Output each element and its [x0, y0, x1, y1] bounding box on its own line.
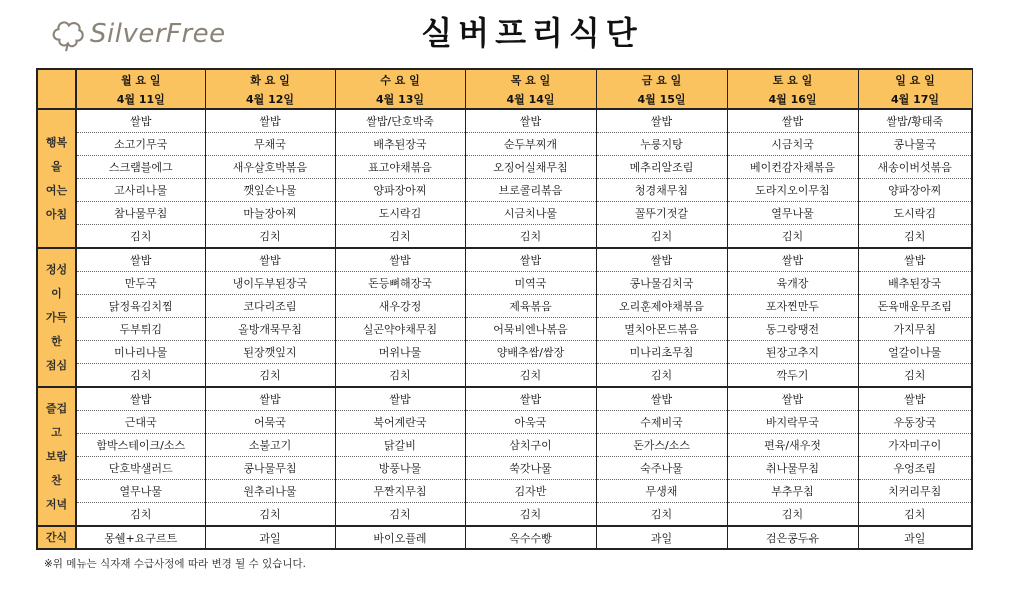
menu-item: 쌀밥 [465, 248, 596, 272]
snack-item: 몽쉘+요구르트 [76, 526, 205, 549]
menu-item: 만두국 [76, 272, 205, 295]
menu-item: 바지락무국 [727, 411, 858, 434]
menu-item: 냉이두부된장국 [205, 272, 335, 295]
menu-item: 배추된장국 [858, 272, 972, 295]
menu-item: 양파장아찌 [858, 179, 972, 202]
day-name: 일 요 일 [858, 69, 972, 89]
day-name-row [37, 69, 972, 89]
day-name: 토 요 일 [727, 69, 858, 89]
day-date: 4월 14일 [465, 89, 596, 109]
day-date: 4월 12일 [205, 89, 335, 109]
menu-item: 열무나물 [76, 480, 205, 503]
menu-item: 쌀밥 [858, 248, 972, 272]
menu-item: 쌀밥 [596, 387, 727, 411]
menu-body [37, 109, 972, 549]
menu-item: 우엉조림 [858, 457, 972, 480]
breakfast-row [37, 133, 972, 156]
menu-item: 두부튀김 [76, 318, 205, 341]
lunch-label [37, 248, 76, 387]
meal-label-line: 을 [51, 159, 62, 173]
menu-item: 김치 [465, 364, 596, 388]
menu-item: 김자반 [465, 480, 596, 503]
menu-item: 함박스테이크/소스 [76, 434, 205, 457]
menu-item: 김치 [335, 364, 465, 388]
dinner-row [37, 411, 972, 434]
menu-item: 쌀밥 [76, 109, 205, 133]
menu-item: 편육/새우젓 [727, 434, 858, 457]
snack-item: 과일 [858, 526, 972, 549]
menu-item: 제육볶음 [465, 295, 596, 318]
menu-item: 김치 [727, 225, 858, 249]
menu-item: 누룽지탕 [596, 133, 727, 156]
breakfast-row [37, 202, 972, 225]
menu-item: 시금치국 [727, 133, 858, 156]
page-title: 실버프리식단 [421, 14, 643, 52]
menu-item: 김치 [596, 225, 727, 249]
menu-item: 쌀밥 [465, 387, 596, 411]
menu-item: 열무나물 [727, 202, 858, 225]
menu-item: 쌀밥 [596, 109, 727, 133]
menu-item: 쌀밥 [465, 109, 596, 133]
menu-item: 돈등뼈해장국 [335, 272, 465, 295]
menu-item: 표고야채볶음 [335, 156, 465, 179]
meal-label-line: 여는 [45, 183, 68, 197]
lunch-row [37, 248, 972, 272]
menu-item: 동그랑땡전 [727, 318, 858, 341]
breakfast-label [37, 109, 76, 248]
menu-item: 김치 [858, 364, 972, 388]
menu-item: 무채국 [205, 133, 335, 156]
breakfast-row [37, 109, 972, 133]
menu-item: 김치 [858, 503, 972, 527]
menu-item: 취나물무침 [727, 457, 858, 480]
meal-label-line: 정성 [45, 262, 68, 276]
menu-item: 치커리무침 [858, 480, 972, 503]
menu-item: 콩나물무침 [205, 457, 335, 480]
menu-item: 쌀밥 [727, 387, 858, 411]
menu-item: 양배추쌈/쌈장 [465, 341, 596, 364]
day-date: 4월 17일 [858, 89, 972, 109]
lunch-row [37, 272, 972, 295]
dinner-row [37, 434, 972, 457]
menu-item: 닭갈비 [335, 434, 465, 457]
menu-item: 된장깻잎지 [205, 341, 335, 364]
meal-label-line: 가득 [45, 310, 68, 324]
menu-item: 쑥갓나물 [465, 457, 596, 480]
dinner-row [37, 503, 972, 527]
day-name: 목 요 일 [465, 69, 596, 89]
menu-item: 쌀밥 [596, 248, 727, 272]
menu-item: 도시락김 [335, 202, 465, 225]
menu-item: 쌀밥 [335, 248, 465, 272]
menu-item: 김치 [335, 225, 465, 249]
menu-item: 김치 [465, 225, 596, 249]
menu-item: 깍두기 [727, 364, 858, 388]
snack-item: 과일 [205, 526, 335, 549]
dinner-row [37, 387, 972, 411]
menu-item: 삼치구이 [465, 434, 596, 457]
menu-item: 새송이버섯볶음 [858, 156, 972, 179]
snack-item: 옥수수빵 [465, 526, 596, 549]
meal-label-line: 저녁 [45, 497, 68, 511]
meal-label-line: 점심 [45, 358, 68, 372]
meal-label-line: 찬 [51, 473, 62, 487]
meal-label-line: 아침 [45, 207, 68, 221]
menu-item: 멸치아몬드볶음 [596, 318, 727, 341]
menu-item: 방풍나물 [335, 457, 465, 480]
snack-item: 검은콩두유 [727, 526, 858, 549]
menu-item: 머위나물 [335, 341, 465, 364]
day-name: 월 요 일 [76, 69, 205, 89]
menu-item: 스크램블에그 [76, 156, 205, 179]
meal-label-line: 한 [51, 334, 62, 348]
snack-label: 간식 [37, 526, 76, 549]
lunch-row [37, 295, 972, 318]
breakfast-row [37, 225, 972, 249]
menu-item: 육개장 [727, 272, 858, 295]
menu-item: 브로콜리볶음 [465, 179, 596, 202]
menu-item: 쌀밥 [727, 248, 858, 272]
menu-item: 김치 [465, 503, 596, 527]
menu-item: 원추리나물 [205, 480, 335, 503]
breakfast-row [37, 179, 972, 202]
footnote: ※위 메뉴는 식자재 수급사정에 따라 변경 될 수 있습니다. [44, 558, 306, 570]
menu-item: 김치 [76, 225, 205, 249]
menu-item: 콩나물김치국 [596, 272, 727, 295]
menu-item: 참나물무침 [76, 202, 205, 225]
menu-item: 도시락김 [858, 202, 972, 225]
menu-item: 쌀밥 [76, 387, 205, 411]
menu-item: 김치 [205, 503, 335, 527]
menu-item: 쌀밥 [205, 248, 335, 272]
menu-item: 김치 [205, 225, 335, 249]
menu-item: 김치 [205, 364, 335, 388]
menu-item: 미역국 [465, 272, 596, 295]
menu-item: 돈육매운무조림 [858, 295, 972, 318]
menu-item: 쌀밥 [205, 387, 335, 411]
menu-item: 양파장아찌 [335, 179, 465, 202]
meal-label-line: 보람 [45, 449, 68, 463]
menu-item: 포자찐만두 [727, 295, 858, 318]
menu-item: 쌀밥 [335, 387, 465, 411]
menu-item: 청경채무침 [596, 179, 727, 202]
menu-item: 가지무침 [858, 318, 972, 341]
menu-item: 쌀밥 [727, 109, 858, 133]
snack-row [37, 526, 972, 549]
menu-item: 순두부찌개 [465, 133, 596, 156]
menu-item: 미나리나물 [76, 341, 205, 364]
menu-item: 깻잎순나물 [205, 179, 335, 202]
brand-name: SilverFree [90, 19, 226, 49]
date-row [37, 89, 972, 109]
menu-item: 가자미구이 [858, 434, 972, 457]
corner-cell [37, 69, 76, 109]
menu-item: 쌀밥 [858, 387, 972, 411]
day-name: 화 요 일 [205, 69, 335, 89]
menu-item: 북어계란국 [335, 411, 465, 434]
day-name: 수 요 일 [335, 69, 465, 89]
menu-item: 단호박샐러드 [76, 457, 205, 480]
menu-item: 쌀밥/황태죽 [858, 109, 972, 133]
menu-item: 새우살호박볶음 [205, 156, 335, 179]
menu-item: 무생채 [596, 480, 727, 503]
dinner-row [37, 480, 972, 503]
day-date: 4월 13일 [335, 89, 465, 109]
menu-item: 김치 [727, 503, 858, 527]
menu-item: 고사리나물 [76, 179, 205, 202]
menu-item: 어묵국 [205, 411, 335, 434]
menu-item: 배추된장국 [335, 133, 465, 156]
menu-item: 베이컨감자채볶음 [727, 156, 858, 179]
menu-item: 김치 [858, 225, 972, 249]
menu-item: 수제비국 [596, 411, 727, 434]
menu-item: 김치 [596, 364, 727, 388]
menu-item: 김치 [335, 503, 465, 527]
lunch-row [37, 318, 972, 341]
menu-item: 얼갈이나물 [858, 341, 972, 364]
menu-item: 시금치나물 [465, 202, 596, 225]
menu-item: 쌀밥/단호박죽 [335, 109, 465, 133]
lunch-row [37, 364, 972, 388]
menu-item: 쌀밥 [76, 248, 205, 272]
menu-item: 부추무침 [727, 480, 858, 503]
menu-item: 숙주나물 [596, 457, 727, 480]
menu-item: 김치 [76, 364, 205, 388]
day-date: 4월 16일 [727, 89, 858, 109]
menu-item: 꼴뚜기젓갈 [596, 202, 727, 225]
meal-label-line: 행복 [45, 135, 68, 149]
menu-item: 콩나물국 [858, 133, 972, 156]
menu-item: 김치 [596, 503, 727, 527]
menu-item: 쌀밥 [205, 109, 335, 133]
snack-item: 바이오플레 [335, 526, 465, 549]
menu-item: 오리훈제야채볶음 [596, 295, 727, 318]
menu-item: 무짠지무침 [335, 480, 465, 503]
menu-item: 소불고기 [205, 434, 335, 457]
menu-item: 미나리초무침 [596, 341, 727, 364]
day-date: 4월 11일 [76, 89, 205, 109]
dinner-label [37, 387, 76, 526]
menu-item: 근대국 [76, 411, 205, 434]
menu-item: 아욱국 [465, 411, 596, 434]
menu-item: 닭정육김치찜 [76, 295, 205, 318]
menu-item: 어묵비엔나볶음 [465, 318, 596, 341]
day-date: 4월 15일 [596, 89, 727, 109]
lunch-row [37, 341, 972, 364]
menu-item: 마늘장아찌 [205, 202, 335, 225]
dinner-row [37, 457, 972, 480]
menu-item: 메추리알조림 [596, 156, 727, 179]
menu-item: 오징어실채무침 [465, 156, 596, 179]
menu-item: 소고기무국 [76, 133, 205, 156]
menu-item: 돈가스/소스 [596, 434, 727, 457]
menu-item: 실곤약야채무침 [335, 318, 465, 341]
weekly-menu-table [36, 68, 973, 550]
meal-label-line: 이 [51, 286, 62, 300]
breakfast-row [37, 156, 972, 179]
day-name: 금 요 일 [596, 69, 727, 89]
menu-item: 새우강정 [335, 295, 465, 318]
menu-item: 우동장국 [858, 411, 972, 434]
menu-item: 김치 [76, 503, 205, 527]
menu-item: 올방개묵무침 [205, 318, 335, 341]
meal-label-line: 고 [51, 425, 62, 439]
menu-item: 코다리조림 [205, 295, 335, 318]
meal-label-line: 즐겁 [45, 401, 68, 415]
menu-item: 된장고추지 [727, 341, 858, 364]
snack-item: 과일 [596, 526, 727, 549]
menu-item: 도라지오이무침 [727, 179, 858, 202]
